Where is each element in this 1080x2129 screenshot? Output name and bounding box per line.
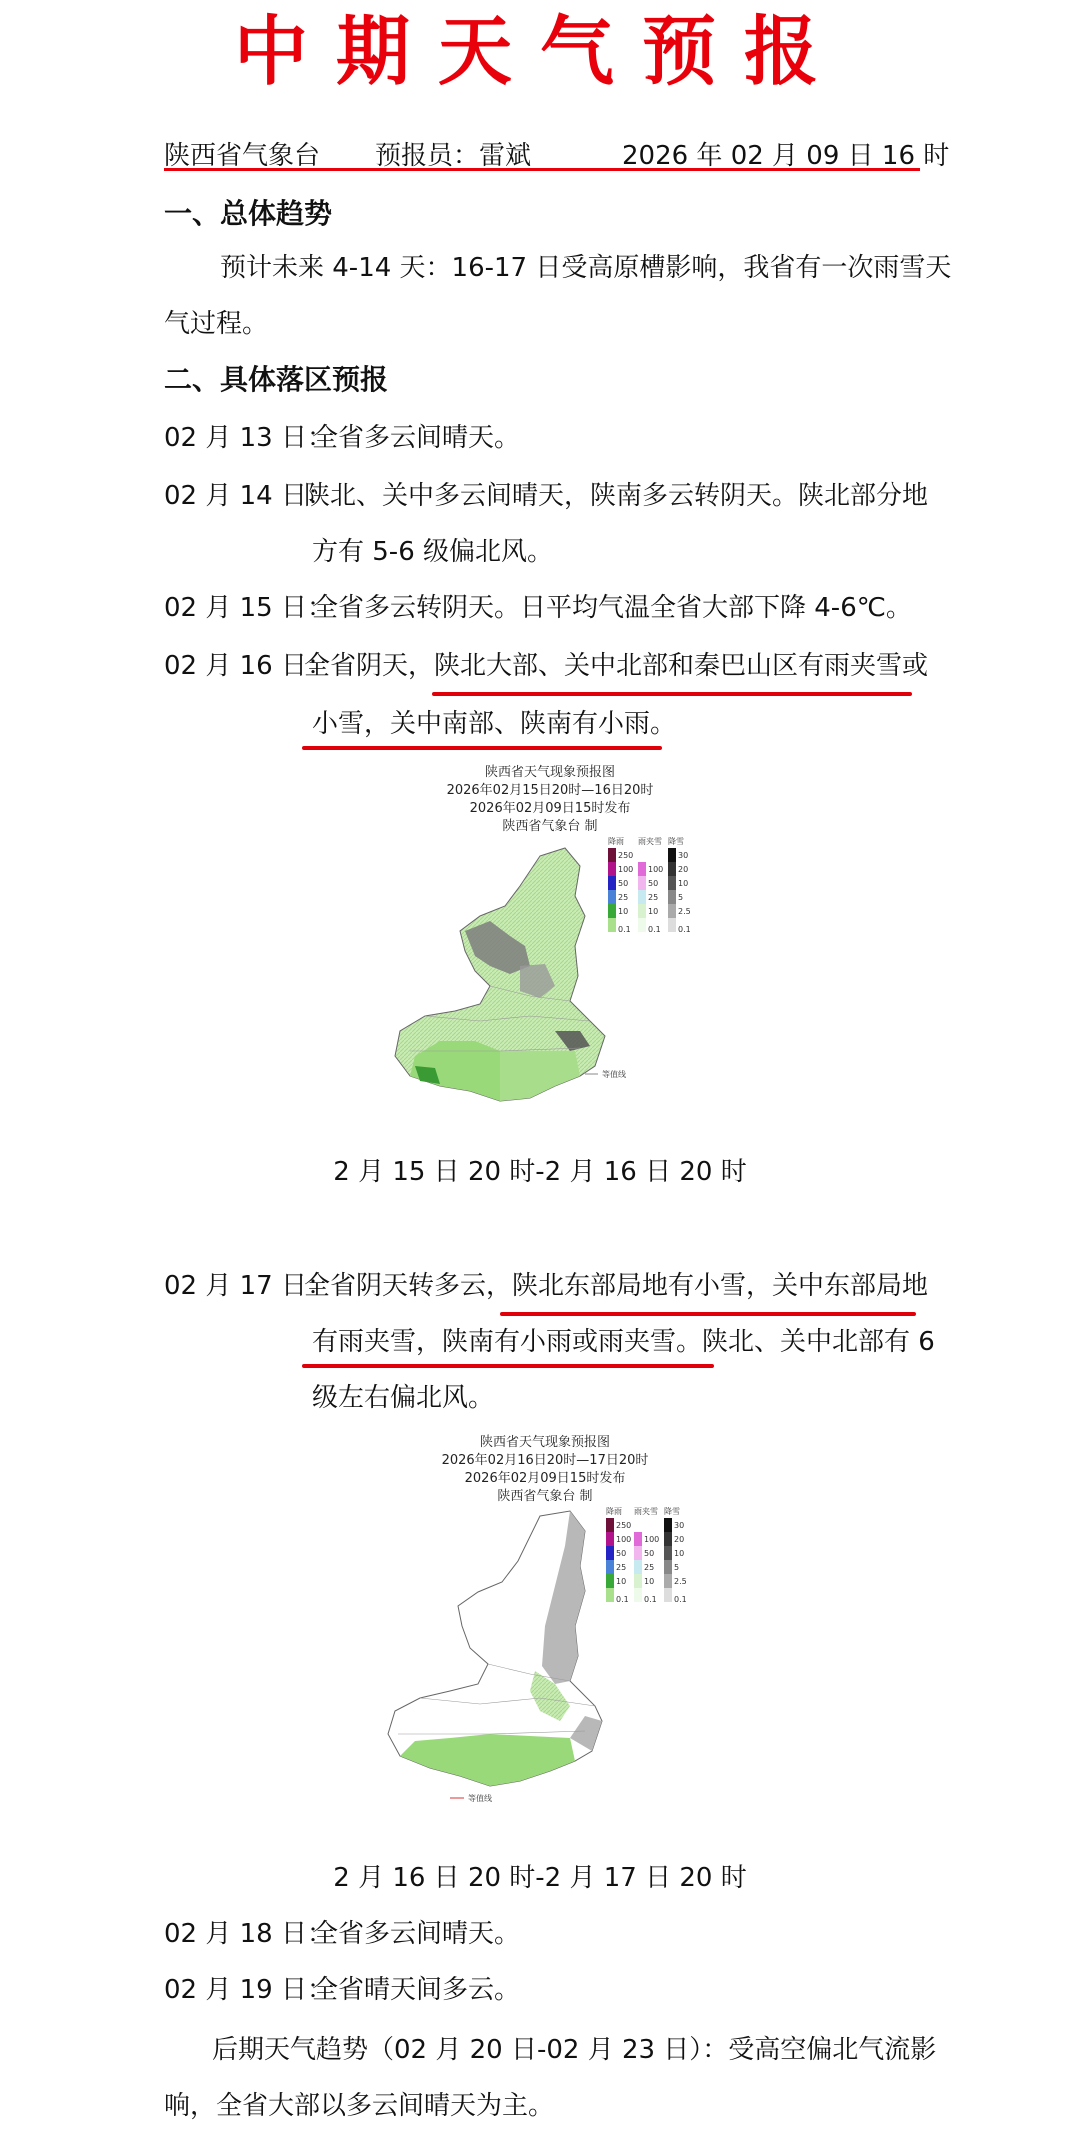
svg-text:2.5: 2.5 — [674, 1577, 687, 1586]
day-date: 02 月 18 日： — [164, 1919, 333, 1949]
svg-text:0.1: 0.1 — [674, 1595, 687, 1604]
svg-text:250: 250 — [618, 851, 634, 860]
svg-text:0.1: 0.1 — [678, 925, 691, 934]
day-text: 有雨夹雪，陕南有小雨或雨夹雪。陕北、关中北部有 6 — [312, 1327, 935, 1357]
svg-text:30: 30 — [678, 851, 689, 860]
day-text: 陕北、关中多云间晴天，陕南多云转阴天。陕北部分地 — [304, 481, 929, 511]
svg-text:50: 50 — [644, 1549, 655, 1558]
day-date: 02 月 13 日： — [164, 423, 333, 453]
svg-text:10: 10 — [674, 1549, 685, 1558]
svg-text:0.1: 0.1 — [648, 925, 661, 934]
svg-text:雨夹雪: 雨夹雪 — [638, 837, 662, 846]
map-title: 陕西省天气现象预报图 — [479, 1435, 610, 1450]
header-divider — [164, 168, 920, 171]
svg-text:降雪: 降雪 — [664, 1507, 680, 1516]
svg-text:0.1: 0.1 — [618, 925, 631, 934]
map-maker: 陕西省气象台 制 — [497, 1489, 593, 1504]
day-text: 级左右偏北风。 — [312, 1383, 495, 1413]
map-maker: 陕西省气象台 制 — [502, 819, 598, 834]
svg-text:5: 5 — [674, 1563, 680, 1572]
svg-text:20: 20 — [678, 865, 689, 874]
map-period: 2026年02月16日20时—17日20时 — [441, 1453, 649, 1468]
svg-text:雨夹雪: 雨夹雪 — [634, 1507, 658, 1516]
svg-text:等值线: 等值线 — [602, 1070, 626, 1079]
svg-text:10: 10 — [678, 879, 689, 888]
svg-text:50: 50 — [618, 879, 629, 888]
day-text: 小雪，关中南部、陕南有小雨。 — [312, 709, 677, 739]
svg-text:250: 250 — [616, 1521, 632, 1530]
day-text: 全省阴天，陕北大部、关中北部和秦巴山区有雨夹雪或 — [304, 651, 929, 681]
map-issued: 2026年02月09日15时发布 — [469, 801, 631, 816]
shaanxi-map-2 — [370, 1506, 720, 1826]
svg-text:100: 100 — [648, 865, 664, 874]
overall-text-line1: 预计未来 4-14 天：16-17 日受高原槽影响，我省有一次雨雪天 — [220, 253, 952, 283]
svg-text:10: 10 — [644, 1577, 655, 1586]
day-text: 方有 5-6 级偏北风。 — [312, 537, 553, 567]
map-caption-1: 2 月 15 日 20 时-2 月 16 日 20 时 — [333, 1157, 747, 1187]
day-date: 02 月 17 日： — [164, 1271, 333, 1301]
svg-text:30: 30 — [674, 1521, 685, 1530]
svg-text:2.5: 2.5 — [678, 907, 691, 916]
svg-text:25: 25 — [644, 1563, 655, 1572]
map-issued: 2026年02月09日15时发布 — [464, 1471, 626, 1486]
document-title: 中期天气预报 — [234, 8, 846, 96]
weather-map-1 — [380, 764, 720, 1144]
day-date: 02 月 19 日： — [164, 1975, 333, 2005]
svg-text:0.1: 0.1 — [616, 1595, 629, 1604]
map-period: 2026年02月15日20时—16日20时 — [446, 783, 654, 798]
highlight-underline — [302, 1364, 714, 1368]
day-date: 02 月 15 日： — [164, 593, 333, 623]
svg-text:100: 100 — [644, 1535, 660, 1544]
day-text: 全省多云间晴天。 — [312, 1919, 521, 1949]
svg-text:降雪: 降雪 — [668, 837, 684, 846]
later-trend-line2: 响，全省大部以多云间晴天为主。 — [164, 2091, 555, 2121]
header-org: 陕西省气象台 — [164, 141, 321, 171]
svg-text:100: 100 — [618, 865, 634, 874]
day-date: 02 月 16 日： — [164, 651, 333, 681]
map-title: 陕西省天气现象预报图 — [484, 765, 615, 780]
svg-text:20: 20 — [674, 1535, 685, 1544]
section-heading-detail: 二、具体落区预报 — [164, 363, 389, 396]
highlight-underline — [432, 692, 912, 696]
weather-map-2 — [370, 1434, 720, 1834]
header-datetime: 2026 年 02 月 09 日 16 时 — [622, 141, 950, 171]
svg-text:0.1: 0.1 — [644, 1595, 657, 1604]
header-forecaster: 预报员：雷斌 — [375, 141, 532, 171]
svg-text:10: 10 — [648, 907, 659, 916]
svg-text:降雨: 降雨 — [608, 837, 624, 846]
shaanxi-map-1 — [380, 836, 720, 1146]
highlight-underline — [302, 746, 662, 750]
map-caption-2: 2 月 16 日 20 时-2 月 17 日 20 时 — [333, 1863, 747, 1893]
svg-text:25: 25 — [618, 893, 629, 902]
svg-text:10: 10 — [616, 1577, 627, 1586]
svg-text:10: 10 — [618, 907, 629, 916]
day-text: 全省多云间晴天。 — [312, 423, 521, 453]
svg-text:降雨: 降雨 — [606, 1507, 622, 1516]
later-trend-line1: 后期天气趋势（02 月 20 日-02 月 23 日）：受高空偏北气流影 — [212, 2035, 937, 2065]
overall-text-line2: 气过程。 — [164, 309, 269, 339]
svg-text:50: 50 — [648, 879, 659, 888]
day-text: 全省阴天转多云，陕北东部局地有小雪，关中东部局地 — [304, 1271, 929, 1301]
svg-text:100: 100 — [616, 1535, 632, 1544]
day-date: 02 月 14 日： — [164, 481, 333, 511]
svg-text:等值线: 等值线 — [468, 1794, 492, 1803]
svg-text:25: 25 — [616, 1563, 627, 1572]
svg-text:50: 50 — [616, 1549, 627, 1558]
svg-text:25: 25 — [648, 893, 659, 902]
svg-text:5: 5 — [678, 893, 684, 902]
highlight-underline — [500, 1312, 916, 1316]
day-text: 全省多云转阴天。日平均气温全省大部下降 4-6℃。 — [312, 593, 912, 623]
day-text: 全省晴天间多云。 — [312, 1975, 521, 2005]
section-heading-overall: 一、总体趋势 — [164, 197, 333, 230]
